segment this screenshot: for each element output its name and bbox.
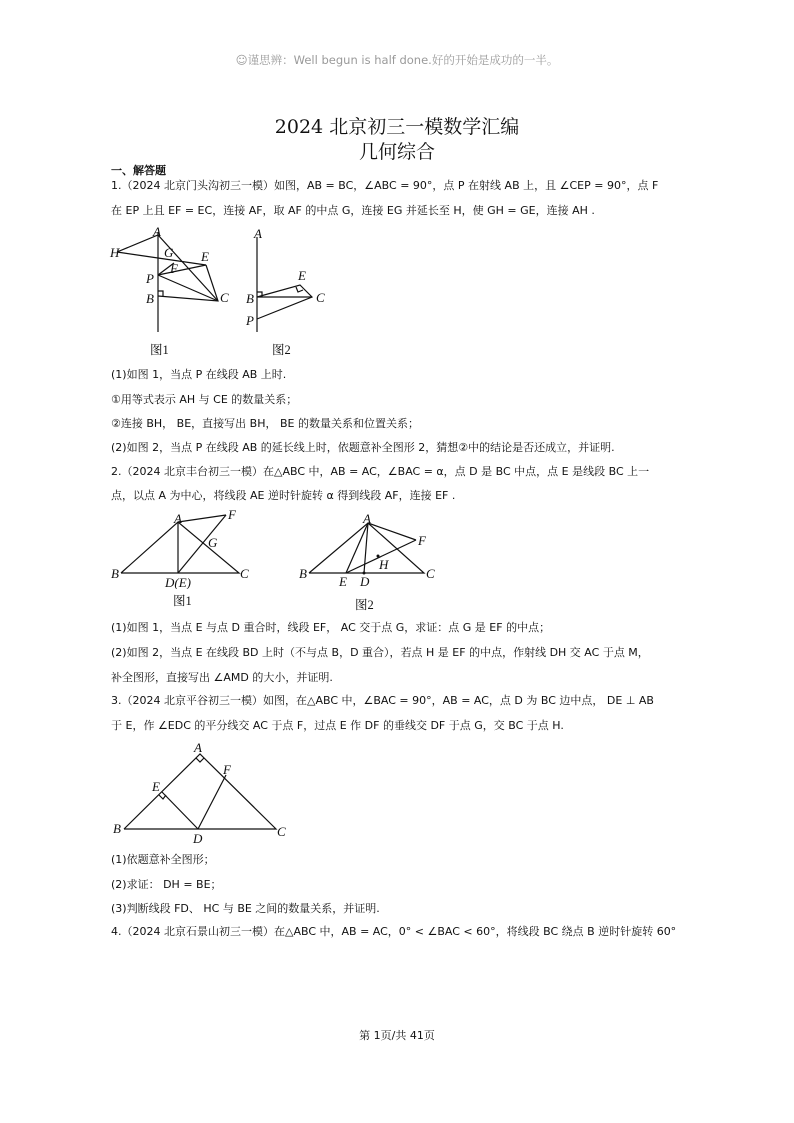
p3-label-b: B bbox=[113, 821, 121, 836]
p2-fig2-label-e: E bbox=[339, 574, 347, 589]
problem-2-part-1: (1)如图 1，当点 E 与点 D 重合时，线段 EF， AC 交于点 G，求证：点 G 是 EF 的中点； bbox=[111, 621, 551, 634]
problem-1-part-1: (1)如图 1，当点 P 在线段 AB 上时. bbox=[111, 368, 287, 381]
problem-3-figure bbox=[106, 737, 306, 849]
fig1-label-h: H bbox=[110, 245, 120, 260]
fig1-label-p: P bbox=[146, 271, 154, 286]
problem-2-line-1: 2.（2024 北京丰台初三一模）在△ABC 中，AB = AC，∠BAC = α，点 D 是 BC 中点，点 E 是线段 BC 上一 bbox=[111, 465, 650, 478]
p2-fig1-label-b: B bbox=[111, 566, 119, 581]
problem-2-fig2-caption: 图2 bbox=[355, 598, 374, 612]
fig1-label-g: G bbox=[164, 245, 174, 260]
page-number-footer: 第 1页/共 41页 bbox=[359, 1029, 435, 1042]
problem-2-part-2: (2)如图 2，当点 E 在线段 BD 上时（不与点 B，D 重合），若点 H 是 EF 的中点，作射线 DH 交 AC 于点 M， bbox=[111, 646, 649, 659]
problem-2-line-2: 点，以点 A 为中心，将线段 AE 逆时针旋转 α 得到线段 AF，连接 EF . bbox=[111, 489, 456, 502]
fig1-label-a: A bbox=[153, 224, 161, 239]
fig2-label-a: A bbox=[254, 226, 262, 241]
p2-fig2-label-d: D bbox=[360, 574, 370, 589]
document-subtitle: 几何综合 bbox=[358, 141, 435, 163]
p2-fig2-label-a: A bbox=[363, 511, 371, 526]
problem-1-line-2: 在 EP 上且 EF = EC，连接 AF，取 AF 的中点 G，连接 EG 并延长至 H，使 GH = GE，连接 AH . bbox=[111, 204, 595, 217]
p3-label-c: C bbox=[277, 824, 286, 839]
problem-1-fig2-caption: 图2 bbox=[272, 343, 291, 357]
problem-1-part-1b: ②连接 BH， BE，直接写出 BH， BE 的数量关系和位置关系； bbox=[111, 417, 419, 430]
problem-3-line-2: 于 E，作 ∠EDC 的平分线交 AC 于点 F，过点 E 作 DF 的垂线交 DF 于点 G，交 BC 于点 H. bbox=[111, 719, 564, 732]
problem-1-part-1a: ①用等式表示 AH 与 CE 的数量关系； bbox=[111, 393, 298, 406]
p2-fig1-label-de: D(E) bbox=[165, 575, 191, 589]
watermark-header: ☺谨思辨：Well begun is half done.好的开始是成功的一半。 bbox=[235, 53, 559, 67]
p3-label-a: A bbox=[194, 740, 202, 755]
problem-3-part-2: (2)求证： DH = BE； bbox=[111, 878, 222, 891]
problem-3-part-3: (3)判断线段 FD、 HC 与 BE 之间的数量关系，并证明. bbox=[111, 902, 380, 915]
p3-label-f: F bbox=[223, 762, 231, 777]
problem-2-figures bbox=[106, 507, 446, 589]
fig2-label-c: C bbox=[316, 290, 325, 305]
problem-1-line-1: 1.（2024 北京门头沟初三一模）如图，AB = BC，∠ABC = 90°，点 P 在射线 AB 上，且 ∠CEP = 90°，点 F bbox=[111, 179, 659, 192]
p2-fig1-label-g: G bbox=[208, 535, 218, 550]
fig1-label-b: B bbox=[146, 291, 154, 306]
p2-fig2-label-f: F bbox=[418, 533, 426, 548]
fig1-label-e: E bbox=[201, 249, 209, 264]
problem-1-fig1-caption: 图1 bbox=[150, 343, 169, 357]
problem-3-part-1: (1)依题意补全图形； bbox=[111, 853, 215, 866]
p2-fig2-label-c: C bbox=[426, 566, 435, 581]
problem-2-part-2b: 补全图形，直接写出 ∠AMD 的大小，并证明. bbox=[111, 671, 333, 684]
fig2-label-e: E bbox=[298, 268, 306, 283]
p3-label-d: D bbox=[193, 831, 203, 846]
fig1-label-c: C bbox=[220, 290, 229, 305]
p2-fig2-label-b: B bbox=[299, 566, 307, 581]
problem-4-line-1: 4.（2024 北京石景山初三一模）在△ABC 中，AB = AC，0° < ∠BAC < 60°，将线段 BC 绕点 B 逆时针旋转 60° bbox=[111, 925, 677, 938]
problem-1-figure-1 bbox=[100, 222, 350, 340]
fig1-label-f: F bbox=[170, 261, 178, 276]
fig2-label-b: B bbox=[246, 291, 254, 306]
problem-1-part-2: (2)如图 2，当点 P 在线段 AB 的延长线上时，依题意补全图形 2，猜想②中的结论是否还成立，并证明. bbox=[111, 441, 615, 454]
problem-3-line-1: 3.（2024 北京平谷初三一模）如图，在△ABC 中，∠BAC = 90°，AB = AC，点 D 为 BC 边中点， DE ⊥ AB bbox=[111, 694, 654, 707]
p2-fig1-label-a: A bbox=[174, 511, 182, 526]
section-heading: 一、解答题 bbox=[111, 164, 166, 177]
p2-fig1-label-c: C bbox=[240, 566, 249, 581]
document-title: 2024 北京初三一模数学汇编 bbox=[274, 116, 520, 138]
p3-label-e: E bbox=[152, 779, 160, 794]
fig2-label-p: P bbox=[246, 313, 254, 328]
p2-fig2-label-h: H bbox=[379, 557, 389, 572]
problem-2-fig1-caption: 图1 bbox=[173, 594, 192, 608]
p2-fig1-label-f: F bbox=[228, 507, 236, 522]
